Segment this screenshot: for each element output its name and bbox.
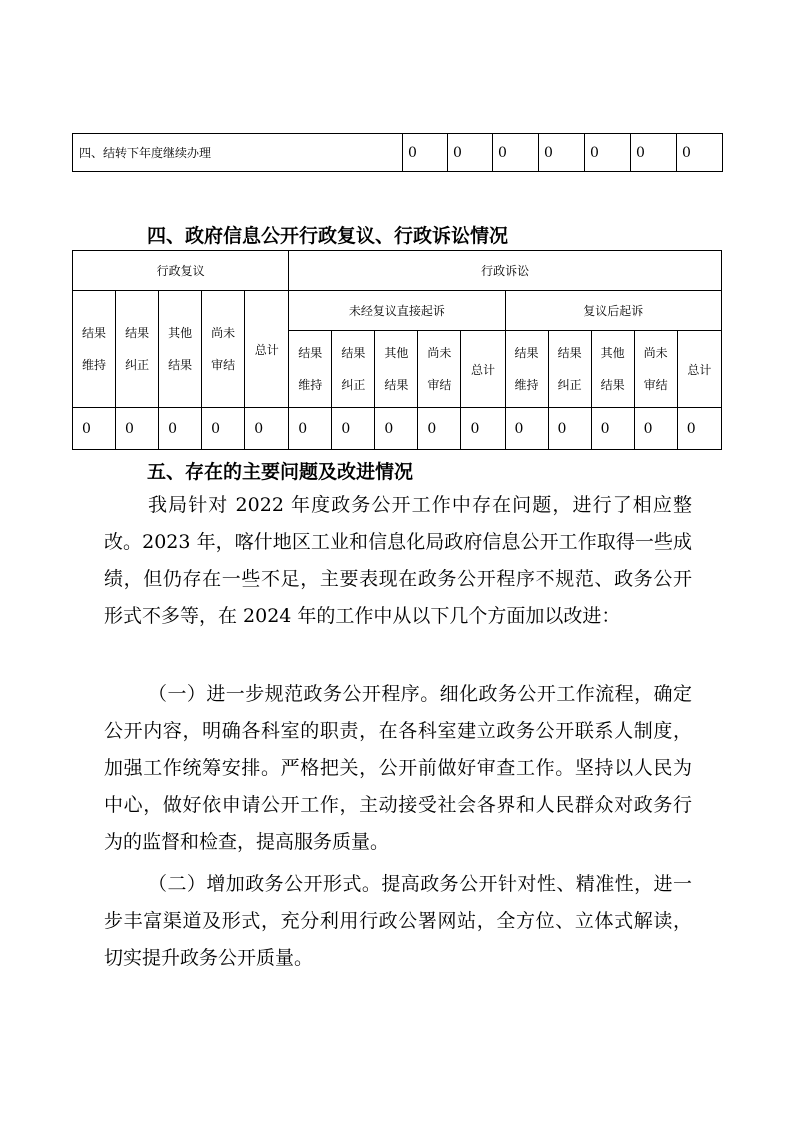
table-cell: 0 xyxy=(505,408,548,450)
table-cell: 0 xyxy=(548,408,591,450)
review-litigation-table xyxy=(72,250,722,450)
table-row xyxy=(73,408,722,450)
header-pending: 尚未 审结 xyxy=(202,291,245,408)
table-row xyxy=(73,134,723,172)
header-total: 总计 xyxy=(461,331,505,408)
header-after-review-lawsuit: 复议后起诉 xyxy=(505,291,722,331)
header-upheld: 结果 维持 xyxy=(505,331,548,408)
header-admin-litigation: 行政诉讼 xyxy=(289,251,722,291)
table-cell: 0 xyxy=(73,408,116,450)
section-heading: 四、政府信息公开行政复议、行政诉讼情况 xyxy=(147,225,509,247)
table-cell: 0 xyxy=(289,408,332,450)
table-cell: 0 xyxy=(585,134,631,172)
table-cell: 0 xyxy=(634,408,677,450)
header-upheld: 结果 维持 xyxy=(73,291,116,408)
header-pending: 尚未 审结 xyxy=(418,331,461,408)
header-total: 总计 xyxy=(245,291,289,408)
table-cell: 0 xyxy=(539,134,585,172)
table-cell: 0 xyxy=(677,134,723,172)
table-cell: 0 xyxy=(493,134,539,172)
table-cell: 0 xyxy=(418,408,461,450)
section-heading: 五、存在的主要问题及改进情况 xyxy=(147,461,414,483)
row-label: 四、结转下年度继续办理 xyxy=(73,134,403,172)
table-cell: 0 xyxy=(631,134,677,172)
table-cell: 0 xyxy=(245,408,289,450)
table-cell: 0 xyxy=(375,408,418,450)
header-upheld: 结果 维持 xyxy=(289,331,332,408)
header-other: 其他 结果 xyxy=(591,331,634,408)
carryover-table xyxy=(72,133,723,172)
table-cell: 0 xyxy=(332,408,375,450)
header-corrected: 结果 纠正 xyxy=(332,331,375,408)
header-other: 其他 结果 xyxy=(159,291,202,408)
table-cell: 0 xyxy=(591,408,634,450)
header-corrected: 结果 纠正 xyxy=(116,291,159,408)
table-cell: 0 xyxy=(461,408,505,450)
header-admin-review: 行政复议 xyxy=(73,251,289,291)
table-cell: 0 xyxy=(202,408,245,450)
table-header-row xyxy=(73,291,722,331)
table-cell: 0 xyxy=(116,408,159,450)
header-other: 其他 结果 xyxy=(375,331,418,408)
body-paragraph: （一）进一步规范政务公开程序。细化政务公开工作流程，确定公开内容，明确各科室的职责，在各科室建立政务公开联系人制度，加强工作统筹安排。严格把关，公开前做好审查工作。坚持以人民为中心，做好依申请公开工作，主动接受社会各界和人民群众对政务行为的监督和检查，提高服务质量。 xyxy=(104,683,692,853)
header-direct-lawsuit: 未经复议直接起诉 xyxy=(289,291,505,331)
table-cell: 0 xyxy=(403,134,448,172)
header-corrected: 结果 纠正 xyxy=(548,331,591,408)
table-cell: 0 xyxy=(677,408,721,450)
table-cell: 0 xyxy=(159,408,202,450)
header-pending: 尚未 审结 xyxy=(634,331,677,408)
table-header-row xyxy=(73,251,722,291)
body-paragraph: 我局针对 2022 年度政务公开工作中存在问题，进行了相应整改。2023 年，喀什地区工业和信息化局政府信息公开工作取得一些成绩，但仍存在一些不足，主要表现在政务公开程序不规范、政务公开形式不多等，在 2024 年的工作中从以下几个方面加以改进： xyxy=(104,494,692,627)
table-cell: 0 xyxy=(448,134,493,172)
body-paragraph: （二）增加政务公开形式。提高政务公开针对性、精准性，进一步丰富渠道及形式，充分利用行政公署网站，全方位、立体式解读，切实提升政务公开质量。 xyxy=(104,873,692,969)
header-total: 总计 xyxy=(677,331,721,408)
